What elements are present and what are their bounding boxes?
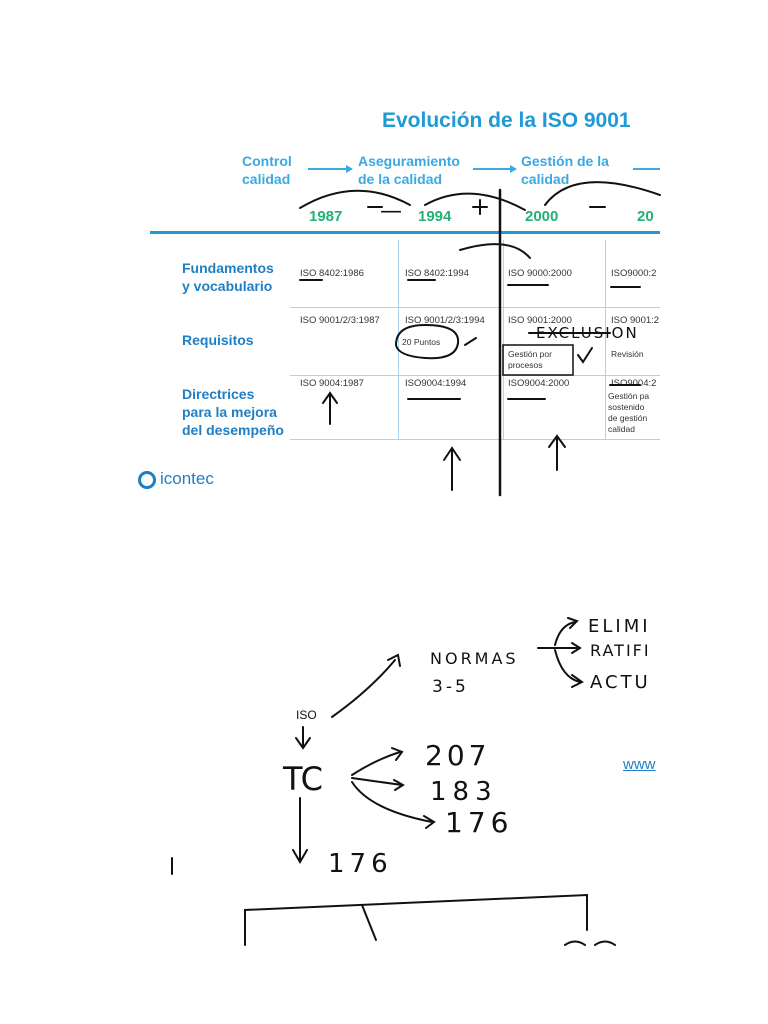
- stage-aseguramiento: Aseguramiento de la calidad: [358, 153, 460, 187]
- tc-183: 183: [430, 777, 498, 807]
- note-20-puntos: 20 Puntos: [402, 337, 441, 347]
- tc-207: 207: [425, 739, 491, 772]
- stage-gestion: Gestión de la calidad: [521, 153, 609, 187]
- tc-note: TC: [283, 760, 324, 798]
- exclusion-note: EXCLUSION: [536, 324, 639, 342]
- row-label-directrices: Directrices para la mejora del desempeño: [182, 386, 284, 438]
- minus-mark: —: [380, 199, 402, 224]
- row-label-fundamentos: Fundamentos y vocabulario: [182, 260, 274, 294]
- url-fragment[interactable]: www: [623, 756, 656, 773]
- table-cell: ISO 9001/2/3:1987: [300, 315, 380, 326]
- note-gestion-procesos: Gestión por procesos: [508, 349, 552, 370]
- normas-note: NORMAS: [430, 649, 519, 668]
- table-cell: ISO 9004:1987: [300, 378, 364, 389]
- year-1994: 1994: [418, 208, 452, 225]
- table-cell: ISO 9001:2: [611, 315, 660, 326]
- slide-title: Evolución de la ISO 9001: [382, 109, 631, 132]
- table-cell: ISO 8402:1994: [405, 268, 469, 279]
- table-cell: ISO9004:1994: [405, 378, 467, 389]
- year-next: 20: [637, 208, 654, 225]
- range-note: 3-5: [432, 677, 469, 697]
- note-revision: Revisión: [611, 349, 644, 359]
- table-cell: ISO9004:2000: [508, 378, 570, 389]
- year-1987: 1987: [309, 208, 343, 225]
- tc-176: 176: [445, 806, 514, 839]
- note-gestion-sostenido: Gestión pa sostenido de gestión calidad: [608, 391, 650, 434]
- table-cell: ISO9004:2: [611, 378, 657, 389]
- year-2000: 2000: [525, 208, 559, 225]
- table-cell: ISO 8402:1986: [300, 268, 364, 279]
- icontec-logo: icontec: [138, 469, 214, 489]
- table-cell: ISO9000:2: [611, 268, 657, 279]
- row-label-requisitos: Requisitos: [182, 332, 254, 348]
- selected-176: 176: [328, 849, 393, 879]
- iso-label: ISO: [296, 708, 317, 722]
- table-cell: ISO 9001/2/3:1994: [405, 315, 485, 326]
- stage-control: Control calidad: [242, 153, 292, 187]
- table-cell: ISO 9000:2000: [508, 268, 572, 279]
- branch-actualizar: ACTU: [590, 672, 651, 693]
- branch-ratificar: RATIFI: [590, 641, 651, 660]
- branch-eliminar: ELIMI: [588, 616, 651, 637]
- table-cell: ISO 9001:2000: [508, 315, 572, 326]
